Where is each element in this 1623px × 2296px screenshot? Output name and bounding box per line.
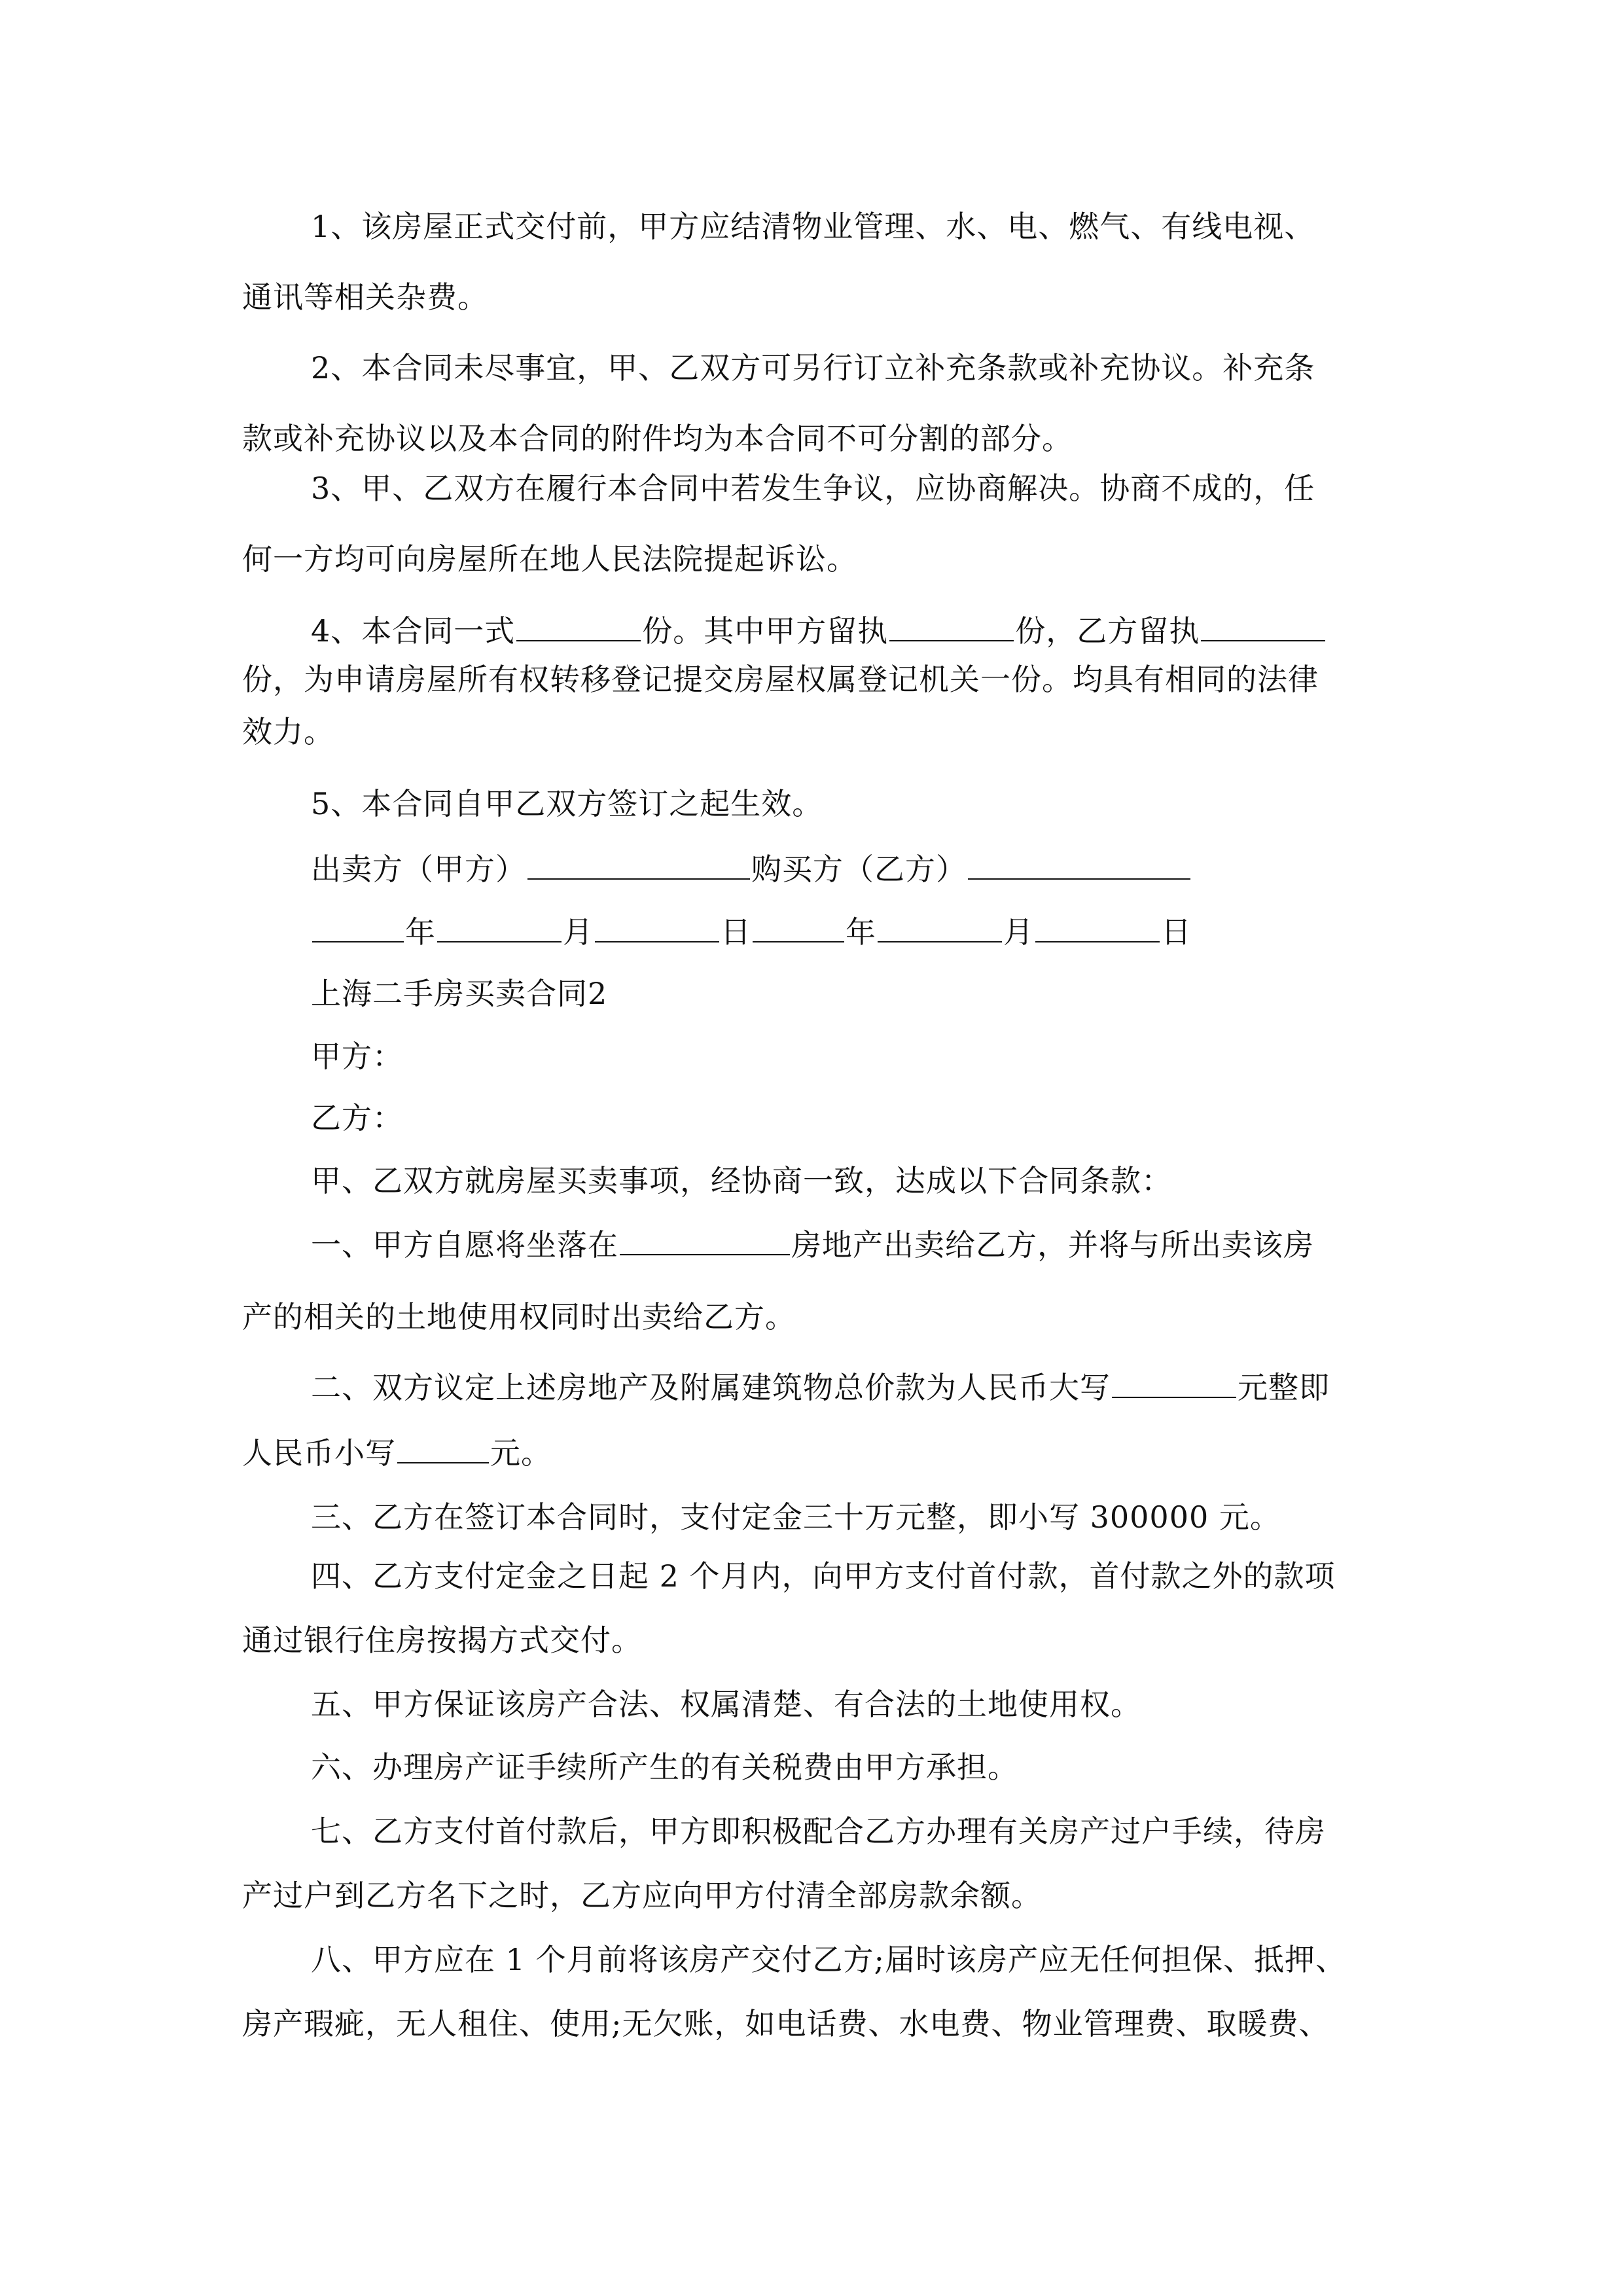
article-1-prefix: 一、甲方自愿将坐落在 — [311, 1227, 618, 1263]
day-label: 日 — [1161, 914, 1192, 950]
clause-4-mid2: 份，乙方留执 — [1015, 613, 1200, 649]
signature-line — [311, 850, 1456, 886]
article-1-line-1 — [311, 1225, 1456, 1262]
month-label: 月 — [563, 914, 594, 950]
article-3: 三、乙方在签订本合同时，支付定金三十万元整，即小写 300000 元。 — [311, 1499, 1281, 1535]
seller-year-blank — [312, 912, 404, 942]
article-2-suffix: 元整即 — [1238, 1370, 1330, 1405]
buyer-year-blank — [753, 912, 844, 942]
article-7-line-2: 产过户到乙方名下之时，乙方应向甲方付清全部房款余额。 — [242, 1878, 1042, 1913]
article-2-line-1 — [311, 1368, 1456, 1405]
month-label: 月 — [1003, 914, 1034, 950]
copies-party-b-blank — [1201, 611, 1325, 641]
clause-4-line-3: 效力。 — [242, 714, 334, 749]
seller-label: 出卖方（甲方） — [311, 852, 526, 887]
clause-4-line-2: 份，为申请房屋所有权转移登记提交房屋权属登记机关一份。均具有相同的法律 — [242, 662, 1319, 697]
article-8-line-2: 房产瑕疵，无人租住、使用;无欠账，如电话费、水电费、物业管理费、取暖费、 — [242, 2006, 1330, 2041]
article-1-suffix: 房地产出卖给乙方，并将与所出卖该房 — [791, 1227, 1314, 1263]
year-label: 年 — [405, 914, 436, 950]
article-4-line-1: 四、乙方支付定金之日起 2 个月内，向甲方支付首付款，首付款之外的款项 — [311, 1558, 1336, 1594]
buyer-month-blank — [878, 912, 1002, 942]
clause-4-prefix: 4、本合同一式 — [311, 613, 516, 649]
buyer-label: 购买方（乙方） — [751, 852, 967, 887]
date-line — [311, 912, 1456, 949]
clause-4-line-1 — [311, 611, 1456, 648]
clause-2-line-1: 2、本合同未尽事宜，甲、乙双方可另行订立补充条款或补充协议。补充条 — [311, 350, 1315, 386]
article-2-line-2 — [242, 1433, 1387, 1470]
article-2-prefix: 二、双方议定上述房地产及附属建筑物总价款为人民币大写 — [311, 1370, 1111, 1405]
party-b-label: 乙方： — [311, 1100, 403, 1136]
clause-2-line-2: 款或补充协议以及本合同的附件均为本合同不可分割的部分。 — [242, 421, 1073, 456]
clause-3-line-2: 何一方均可向房屋所在地人民法院提起诉讼。 — [242, 541, 857, 577]
property-location-blank — [620, 1225, 790, 1255]
day-label: 日 — [721, 914, 751, 950]
contract-2-title: 上海二手房买卖合同2 — [311, 976, 608, 1011]
buyer-day-blank — [1035, 912, 1160, 942]
article-5: 五、甲方保证该房产合法、权属清楚、有合法的土地使用权。 — [311, 1687, 1141, 1722]
article-7-line-1: 七、乙方支付首付款后，甲方即积极配合乙方办理有关房产过户手续，待房 — [311, 1814, 1326, 1849]
article-2-line-2-suffix: 元。 — [490, 1435, 552, 1471]
seller-signature-blank — [527, 850, 750, 880]
article-6: 六、办理房产证手续所产生的有关税费由甲方承担。 — [311, 1749, 1018, 1785]
article-1-line-2: 产的相关的土地使用权同时出卖给乙方。 — [242, 1299, 796, 1335]
preamble: 甲、乙双方就房屋买卖事项，经协商一致，达成以下合同条款： — [311, 1163, 1172, 1198]
party-a-label: 甲方： — [311, 1039, 403, 1074]
price-uppercase-blank — [1112, 1368, 1236, 1398]
seller-day-blank — [595, 912, 719, 942]
year-label: 年 — [846, 914, 876, 950]
article-4-line-2: 通过银行住房按揭方式交付。 — [242, 1623, 642, 1658]
article-8-line-1: 八、甲方应在 1 个月前将该房产交付乙方;届时该房产应无任何担保、抵押、 — [311, 1942, 1347, 1977]
clause-1-line-1: 1、该房屋正式交付前，甲方应结清物业管理、水、电、燃气、有线电视、 — [311, 209, 1315, 244]
seller-month-blank — [437, 912, 562, 942]
price-numeric-blank — [397, 1433, 489, 1463]
buyer-signature-blank — [968, 850, 1190, 880]
copies-party-a-blank — [889, 611, 1014, 641]
clause-1-line-2: 通讯等相关杂费。 — [242, 279, 488, 315]
clause-5: 5、本合同自甲乙双方签订之起生效。 — [311, 786, 823, 821]
article-2-line-2-prefix: 人民币小写 — [242, 1435, 396, 1471]
copies-total-blank — [516, 611, 641, 641]
clause-3-line-1: 3、甲、乙双方在履行本合同中若发生争议，应协商解决。协商不成的，任 — [311, 471, 1315, 506]
clause-4-mid1: 份。其中甲方留执 — [642, 613, 889, 649]
